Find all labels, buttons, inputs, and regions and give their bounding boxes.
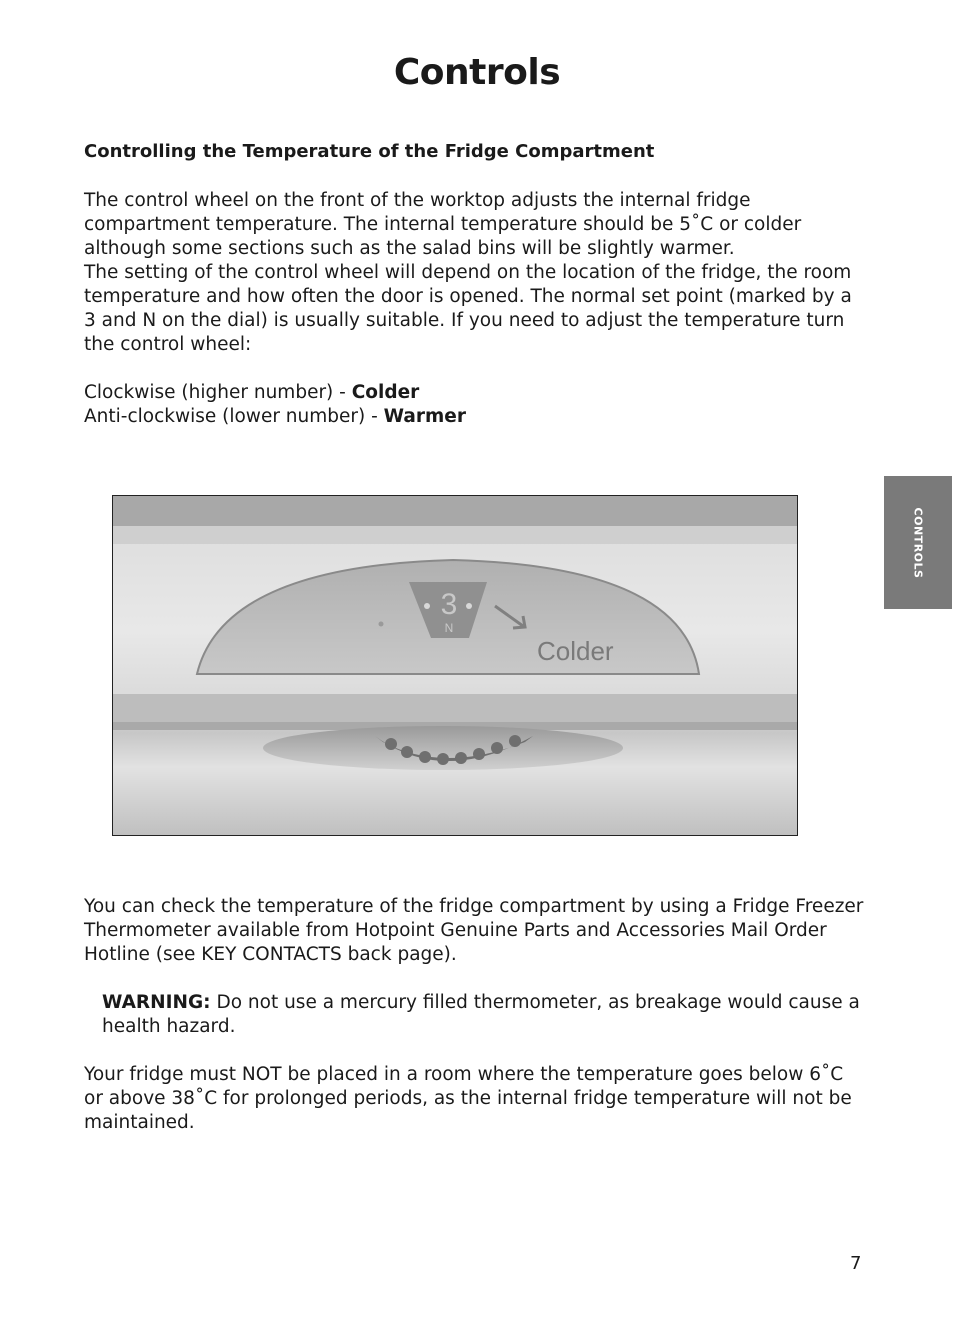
intro-paragraph: The control wheel on the front of the worktop adjusts the internal fridge compartment temperature. The internal temperature should be 5˚C or colder although some sections such as the salad bins will be slightly warmer. <box>84 190 802 259</box>
control-panel-illustration <box>113 496 797 835</box>
section-side-tab <box>884 476 952 609</box>
section-heading: Controlling the Temperature of the Fridge Compartment <box>84 141 655 162</box>
dial-number: 3 <box>440 588 458 621</box>
warning-label: WARNING: <box>102 992 211 1013</box>
page-title: Controls <box>393 52 561 93</box>
dial-mark: N <box>444 621 454 635</box>
dial-caption: Colder <box>537 636 614 666</box>
anticlockwise-value: Warmer <box>383 406 466 427</box>
top-shadow-band <box>113 496 797 526</box>
direction-list <box>84 381 864 429</box>
anticlockwise-line <box>84 405 864 429</box>
side-tab-label: CONTROLS <box>911 507 925 578</box>
page-number: 7 <box>850 1253 862 1274</box>
control-wheel-photo <box>112 495 798 836</box>
anticlockwise-label: Anti-clockwise (lower number) - <box>84 406 384 427</box>
warning-paragraph <box>102 991 862 1039</box>
thermometer-paragraph: You can check the temperature of the fridge compartment by using a Fridge Freezer Thermometer available from Hotpoint Genuine Parts and Accessories Mail Order Hotline (see KEY CONTACTS back page). <box>84 896 864 965</box>
warning-text: Do not use a mercury filled thermometer, as breakage would cause a health hazard. <box>102 992 860 1037</box>
clockwise-label: Clockwise (higher number) - <box>84 382 352 403</box>
clockwise-value: Colder <box>351 382 420 403</box>
placement-paragraph: Your fridge must NOT be placed in a room where the temperature goes below 6˚C or above 38˚C for prolonged periods, as the internal fridge temperature will not be maintained. <box>84 1064 852 1133</box>
ledge-band <box>113 694 797 722</box>
clockwise-line <box>84 381 864 405</box>
setting-paragraph: The setting of the control wheel will depend on the location of the fridge, the room temperature and how often the door is opened. The normal set point (marked by a 3 and N on the dial) is usually suitable. If you need to adjust the temperature turn the control wheel: <box>84 262 852 355</box>
